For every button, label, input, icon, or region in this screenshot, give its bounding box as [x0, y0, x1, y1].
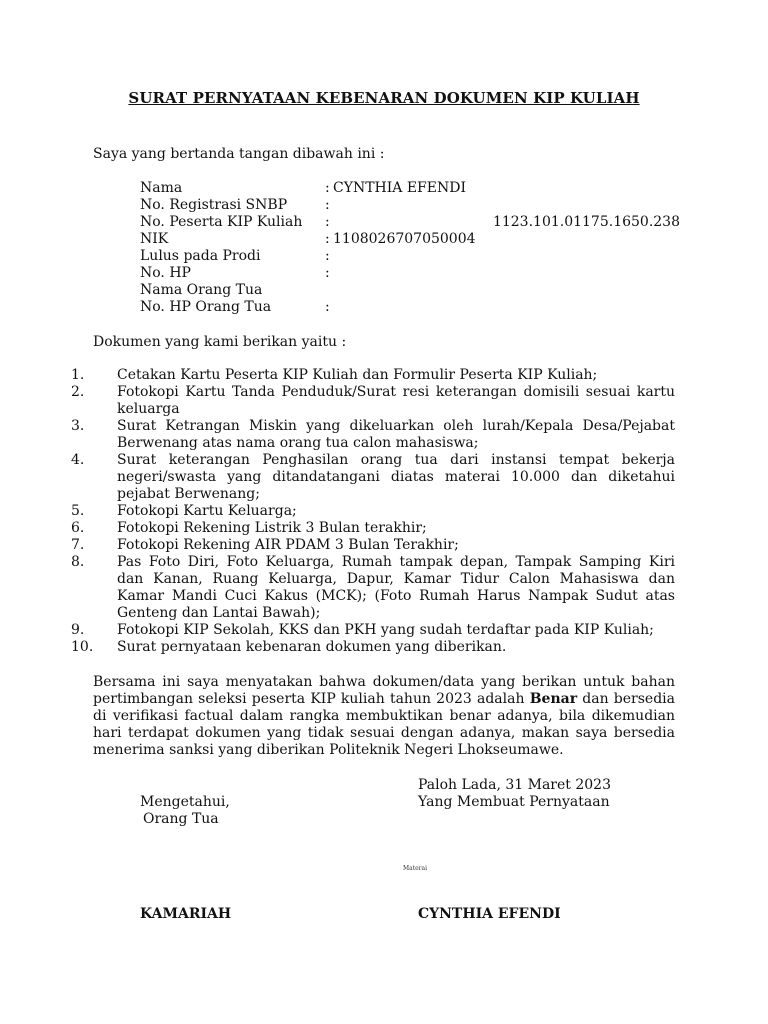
field-label: No. Registrasi SNBP	[140, 197, 288, 213]
field-row	[140, 180, 680, 197]
signer-right-name: CYNTHIA EFENDI	[418, 906, 561, 922]
list-item	[71, 418, 675, 452]
field-label: No. HP Orang Tua	[140, 299, 272, 315]
list-item-number: 3.	[71, 418, 85, 434]
documents-list	[71, 367, 675, 656]
list-item-number: 9.	[71, 622, 85, 638]
field-label: Lulus pada Prodi	[140, 248, 261, 264]
parent-label: Orang Tua	[143, 811, 219, 827]
field-colon: :	[325, 214, 330, 230]
list-item-text: Fotokopi KIP Sekolah, KKS dan PKH yang sudah terdaftar pada KIP Kuliah;	[117, 622, 654, 638]
list-item-text: Surat pernyataan kebenaran dokumen yang diberikan.	[117, 639, 507, 655]
field-value-far: 1123.101.01175.1650.238	[492, 214, 680, 230]
list-item	[71, 520, 675, 537]
stamp-note: Materai	[403, 865, 428, 872]
field-colon: :	[325, 231, 330, 247]
field-colon: :	[325, 180, 330, 196]
list-item-text: Fotokopi Rekening Listrik 3 Bulan terakhir;	[117, 520, 427, 536]
list-item	[71, 639, 675, 656]
list-item	[71, 384, 675, 418]
list-item-text: Pas Foto Diri, Foto Keluarga, Rumah tampak depan, Tampak Samping Kiri dan Kanan, Ruang Keluarga, Dapur, Kamar Tidur Calon Mahasiswa dan Kamar Mandi Cuci Kakus (MCK); (Foto Rumah Harus Nampak Sudut atas Genteng dan Lantai Bawah);	[117, 554, 675, 621]
field-label: Nama	[140, 180, 183, 196]
field-row	[140, 265, 680, 282]
statement-paragraph	[93, 674, 675, 759]
field-row	[140, 299, 680, 316]
list-item-number: 5.	[71, 503, 85, 519]
list-item	[71, 367, 675, 384]
list-item-number: 4.	[71, 452, 85, 468]
list-item-number: 10.	[71, 639, 94, 655]
statement-text-after: dan bersedia di verifikasi factual dalam rangka membuktikan benar adanya, bila dikemudian hari terdapat dokumen yang tidak sesuai dengan adanya, makan saya bersedia menerima sanksi yang diberikan Politeknik Negeri Lhokseumawe.	[93, 691, 675, 758]
statement-bold-word: Benar	[529, 691, 578, 707]
field-colon: :	[325, 197, 330, 213]
signer-left-name: KAMARIAH	[140, 906, 232, 922]
list-item	[71, 554, 675, 622]
list-item-number: 8.	[71, 554, 85, 570]
list-item-text: Fotokopi Rekening AIR PDAM 3 Bulan Terakhir;	[117, 537, 459, 553]
list-item-text: Cetakan Kartu Peserta KIP Kuliah dan Formulir Peserta KIP Kuliah;	[117, 367, 598, 383]
field-row	[140, 282, 680, 299]
field-row	[140, 231, 680, 248]
list-item	[71, 622, 675, 639]
field-row	[140, 248, 680, 265]
acknowledged-label: Mengetahui,	[140, 794, 230, 810]
document-title: SURAT PERNYATAAN KEBENARAN DOKUMEN KIP KULIAH	[128, 89, 640, 107]
field-label: No. HP	[140, 265, 191, 281]
field-label: Nama Orang Tua	[140, 282, 263, 298]
field-label: No. Peserta KIP Kuliah	[140, 214, 303, 230]
statement-text-before: Bersama ini saya menyatakan bahwa dokumen/data yang berikan untuk bahan pertimbangan seleksi peserta KIP kuliah tahun 2023 adalah	[93, 674, 675, 707]
identity-fields	[140, 180, 680, 316]
field-colon: :	[325, 248, 330, 264]
intro-text: Saya yang bertanda tangan dibawah ini :	[93, 146, 385, 162]
list-item	[71, 503, 675, 520]
field-colon: :	[325, 265, 330, 281]
list-item	[71, 537, 675, 554]
list-item-text: Fotokopi Kartu Keluarga;	[117, 503, 297, 519]
made-by-label: Yang Membuat Pernyataan	[418, 794, 610, 810]
field-label: NIK	[140, 231, 169, 247]
list-item	[71, 452, 675, 503]
documents-intro: Dokumen yang kami berikan yaitu :	[93, 334, 347, 350]
list-item-number: 1.	[71, 367, 85, 383]
field-colon: :	[325, 299, 330, 315]
list-item-text: Surat Ketrangan Miskin yang dikeluarkan oleh lurah/Kepala Desa/Pejabat Berwenang atas nama orang tua calon mahasiswa;	[117, 418, 675, 451]
field-value: CYNTHIA EFENDI	[333, 180, 466, 196]
list-item-text: Fotokopi Kartu Tanda Penduduk/Surat resi keterangan domisili sesuai kartu keluarga	[117, 384, 675, 417]
list-item-text: Surat keterangan Penghasilan orang tua dari instansi tempat bekerja negeri/swasta yang ditandatangani diatas materai 10.000 dan diketahui pejabat Berwenang;	[117, 452, 675, 502]
place-date: Paloh Lada, 31 Maret 2023	[418, 777, 611, 793]
field-value: 1108026707050004	[333, 231, 476, 247]
list-item-number: 7.	[71, 537, 85, 553]
list-item-number: 6.	[71, 520, 85, 536]
field-row	[140, 214, 680, 231]
field-row	[140, 197, 680, 214]
list-item-number: 2.	[71, 384, 85, 400]
